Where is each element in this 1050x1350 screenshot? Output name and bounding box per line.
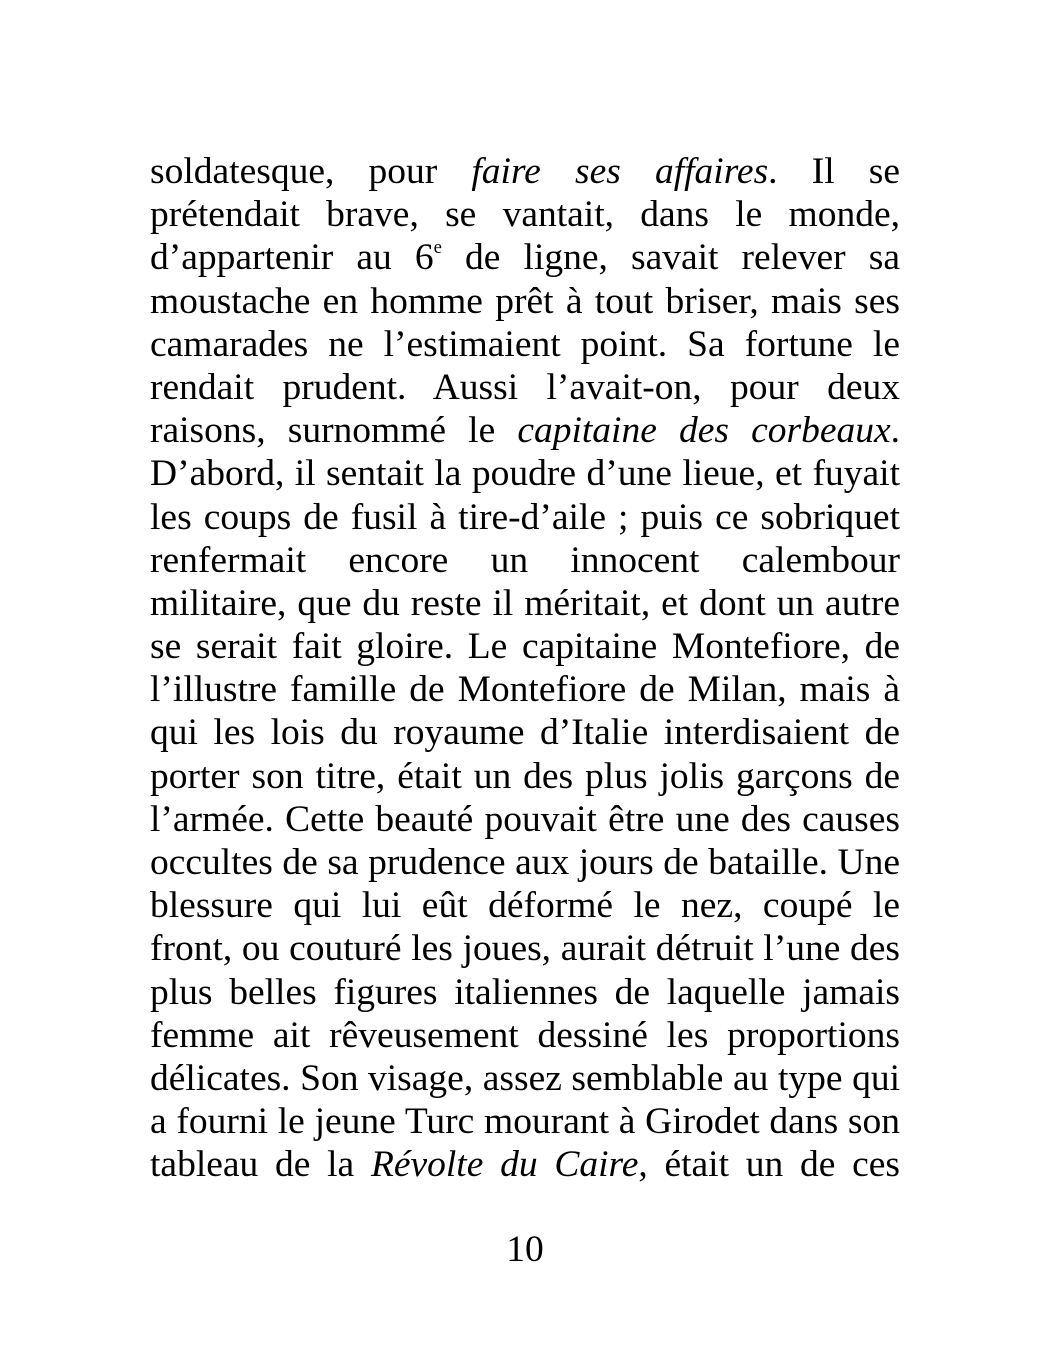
text-run: renfermait encore un innocent calembour xyxy=(150,539,900,581)
text-run: rendait prudent. Aussi l’avait-on, pour deux xyxy=(150,366,900,408)
text-line xyxy=(150,1057,900,1100)
text-line xyxy=(150,625,900,668)
text-line xyxy=(150,927,900,970)
text-run: camarades ne l’estimaient point. Sa fortune le xyxy=(150,323,900,365)
text-line xyxy=(150,1143,900,1186)
text-line xyxy=(150,193,900,236)
text-run: porter son titre, était un des plus jolis garçons de xyxy=(150,755,900,797)
text-line xyxy=(150,971,900,1014)
text-line xyxy=(150,798,900,841)
text-line xyxy=(150,582,900,625)
text-run: délicates. Son visage, assez semblable au type qui xyxy=(150,1057,900,1099)
text-run: militaire, que du reste il méritait, et dont un autre xyxy=(150,582,900,624)
text-run: occultes de sa prudence aux jours de bataille. Une xyxy=(150,842,900,883)
italic-run: faire ses affaires xyxy=(471,151,769,192)
text-run: soldatesque, pour xyxy=(150,151,472,192)
text-run: D’abord, il sentait la poudre d’une lieue, et fuyait xyxy=(150,453,900,495)
text-run: raisons, surnommé le xyxy=(150,410,518,452)
text-run: moustache en homme prêt à tout briser, mais ses xyxy=(150,280,900,322)
text-line xyxy=(150,711,900,754)
text-line xyxy=(150,323,900,366)
text-run: les coups de fusil à tire-d’aile ; puis ce sobriquet xyxy=(150,496,900,538)
text-line xyxy=(150,841,900,884)
text-line xyxy=(150,1014,900,1057)
italic-run: capitaine des corbeaux xyxy=(517,410,891,452)
text-run: , était un de ces xyxy=(638,1144,900,1186)
text-run: a fourni le jeune Turc mourant à Girodet dans son xyxy=(150,1101,900,1143)
text-run: blessure qui lui eût déformé le nez, coupé le xyxy=(150,885,900,927)
text-run: qui les lois du royaume d’Italie interdisaient de xyxy=(150,712,900,754)
body-paragraph xyxy=(150,150,900,1187)
text-run: . Il se xyxy=(768,151,900,192)
text-run: de ligne, savait relever sa xyxy=(441,237,900,279)
text-line xyxy=(150,452,900,495)
text-run: tableau de la xyxy=(150,1144,371,1186)
text-line xyxy=(150,409,900,452)
superscript: e xyxy=(433,237,442,259)
text-line xyxy=(150,668,900,711)
text-run: plus belles figures italiennes de laquelle jamais xyxy=(150,971,900,1013)
text-line xyxy=(150,1100,900,1143)
text-run: se serait fait gloire. Le capitaine Montefiore, de xyxy=(150,626,900,668)
text-line xyxy=(150,280,900,323)
text-run: front, ou couturé les joues, aurait détruit l’une des xyxy=(150,928,900,970)
text-run: l’illustre famille de Montefiore de Milan, mais à xyxy=(150,669,900,711)
text-line xyxy=(150,884,900,927)
text-line xyxy=(150,755,900,798)
text-line xyxy=(150,496,900,539)
text-line xyxy=(150,366,900,409)
text-run: d’appartenir au 6 xyxy=(150,237,434,279)
text-line xyxy=(150,236,900,279)
text-run: . xyxy=(890,410,900,452)
text-line xyxy=(150,150,900,193)
text-run: prétendait brave, se vantait, dans le monde, xyxy=(150,194,900,236)
italic-run: Révolte du Caire xyxy=(370,1144,639,1186)
text-run: femme ait rêveusement dessiné les proportions xyxy=(150,1014,900,1056)
text-line xyxy=(150,539,900,582)
page-number: 10 xyxy=(506,1229,544,1270)
text-run: l’armée. Cette beauté pouvait être une des causes xyxy=(150,798,900,840)
